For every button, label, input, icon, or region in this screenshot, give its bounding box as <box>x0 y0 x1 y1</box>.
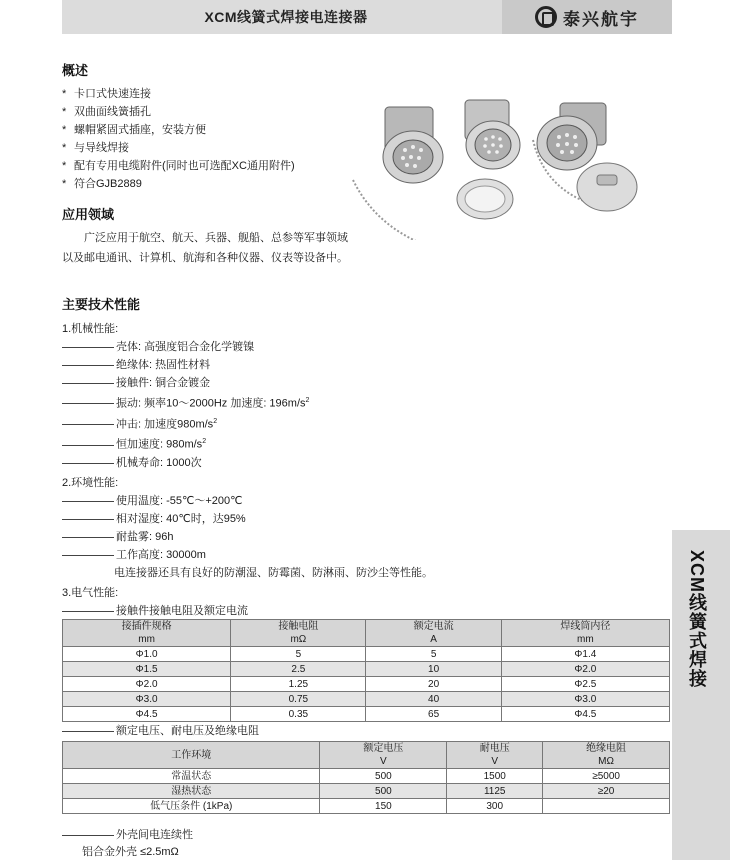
bullet-icon: * <box>62 124 67 136</box>
mechanical-heading: 1.机械性能: <box>62 323 119 335</box>
application-text: 广泛应用于航空、航天、兵器、舰船、总参等军事领域以及邮电通讯、计算机、航海和各种仪器、仪表等设备中。 <box>62 232 348 264</box>
environment-heading: 2.环境性能: <box>62 476 119 489</box>
overview-list <box>62 85 362 193</box>
list-item: * 配有专用电缆附件(同时也可选配XC通用附件) <box>62 157 362 175</box>
spec-line: 冲击: 加速度$980m/s^2$ <box>62 413 482 434</box>
side-tab <box>672 530 730 860</box>
spec-line: 相对湿度: 40℃时，达95% <box>62 510 482 528</box>
spec-line: 壳体: 高强度铝合金化学镀镍 <box>62 338 482 356</box>
list-item: * 双曲面线簧插孔 <box>62 103 362 121</box>
contact-resistance-table <box>62 619 670 722</box>
electrical-heading: 3.电气性能: <box>62 586 119 599</box>
column-header: 焊线筒内径 mm <box>501 620 669 647</box>
column-header: 工作环境 <box>63 742 320 769</box>
table1-title: 接触件接触电阻及额定电流 <box>62 602 482 620</box>
list-item: * 卡口式快速连接 <box>62 85 362 103</box>
connector-product-photo <box>345 95 670 240</box>
shell-continuity-title: 外壳间电连续性 <box>62 826 193 844</box>
column-header: 额定电压 V <box>320 742 447 769</box>
bullet-icon: * <box>62 88 67 100</box>
side-tab-label: XCM线簧式焊接 <box>687 550 707 688</box>
table-row: Φ1.5 2.5 10 Φ2.0 <box>63 662 670 677</box>
spec-line: 接触件: 铜合金镀金 <box>62 374 482 392</box>
spec-line: 使用温度: -55℃～+200℃ <box>62 492 482 510</box>
table-header-row <box>63 620 670 647</box>
list-item: * 符合GJB2889 <box>62 175 362 193</box>
spec-line: 机械寿命: 1000次 <box>62 454 482 472</box>
list-item: * 与导线焊接 <box>62 139 362 157</box>
table-row: 湿热状态 500 1125 ≥20 <box>63 784 670 799</box>
column-header: 接插件规格 mm <box>63 620 231 647</box>
bullet-icon: * <box>62 142 67 154</box>
table-row: 低气压条件 (1kPa) 150 300 <box>63 799 670 814</box>
specs-title: 主要技术性能 <box>62 297 141 312</box>
table-row: Φ2.0 1.25 20 Φ2.5 <box>63 677 670 692</box>
column-header: 绝缘电阻 MΩ <box>543 742 670 769</box>
bullet-icon: * <box>62 178 67 190</box>
spec-line: 耐盐雾: 96h <box>62 528 482 546</box>
page-title: XCM线簧式焊接电连接器 <box>204 9 368 25</box>
voltage-insulation-table <box>62 741 670 814</box>
table-header-row <box>63 742 670 769</box>
logo-text: 泰兴航宇 <box>563 9 639 29</box>
spec-line: 振动: 频率10～2000Hz 加速度: $196m/s^2$ <box>62 392 482 413</box>
bullet-icon: * <box>62 160 67 172</box>
bullet-icon: * <box>62 106 67 118</box>
overview-title: 概述 <box>62 63 89 78</box>
table-row: 常温状态 500 1500 ≥5000 <box>63 769 670 784</box>
shell-continuity-value: 铝合金外壳 ≤2.5mΩ <box>82 846 179 858</box>
column-header: 额定电流 A <box>366 620 501 647</box>
header-bar <box>62 0 672 34</box>
specs-list <box>62 320 482 620</box>
table2-title: 额定电压、耐电压及绝缘电阻 <box>62 722 259 740</box>
application-title: 应用领域 <box>62 207 115 222</box>
logo-icon <box>535 6 557 28</box>
column-header: 耐电压 V <box>447 742 543 769</box>
environment-note: 电连接器还具有良好的防潮湿、防霉菌、防淋雨、防沙尘等性能。 <box>114 566 433 579</box>
list-item: * 螺帽紧固式插座，安装方便 <box>62 121 362 139</box>
table-row: Φ4.5 0.35 65 Φ4.5 <box>63 707 670 722</box>
spec-line: 绝缘体: 热固性材料 <box>62 356 482 374</box>
column-header: 接触电阻 mΩ <box>231 620 366 647</box>
spec-line: 工作高度: 30000m <box>62 546 482 564</box>
table-row: Φ1.0 5 5 Φ1.4 <box>63 647 670 662</box>
spec-line: 恒加速度: $980m/s^2$ <box>62 433 482 454</box>
company-logo <box>502 0 672 34</box>
table-row: Φ3.0 0.75 40 Φ3.0 <box>63 692 670 707</box>
